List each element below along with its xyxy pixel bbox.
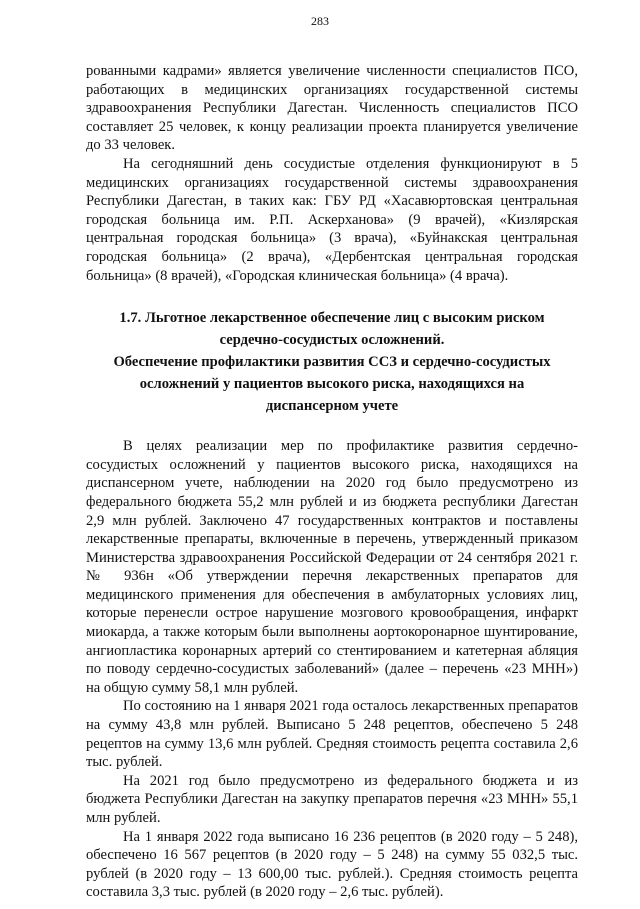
- section-heading-line: осложнений у пациентов высокого риска, находящихся на: [139, 376, 525, 393]
- paragraph-vascular-departments: На сегодняшний день сосудистые отделения функционируют в 5 медицинских организациях государственной системы здравоохранения Республики Дагестан, в таких как: ГБУ РД «Хасавюртовская центральная городская больница им. Р.П. Аскерханова» (9 врачей), «Кизлярская центральная городская больница» (3 врача), «Буйнакская центральная городская больница» (2 врача), «Дербентская центральная городская больница» (8 врачей), «Городская клиническая больница» (4 врача).: [86, 155, 578, 284]
- section-heading-line: диспансерном учете: [265, 398, 399, 415]
- paragraph-continuation: рованными кадрами» является увеличение численности специалистов ПСО, работающих в медицинских организациях государственной системы здравоохранения Республики Дагестан. Численность специалистов ПСО составляет 25 человек, к концу реализации проекта планируется увеличение до 33 человек.: [86, 63, 578, 154]
- paragraph-2021-budget: На 2021 год было предусмотрено из федерального бюджета и из бюджета Республики Дагестан на закупку препаратов перечня «23 МНН» 55,1 млн рублей.: [86, 772, 578, 826]
- spacer: [86, 417, 578, 437]
- section-heading-line: Обеспечение профилактики развития ССЗ и сердечно-сосудистых: [113, 354, 551, 371]
- paragraph-2021-status: По состоянию на 1 января 2021 года осталось лекарственных препаратов на сумму 43,8 млн рублей. Выписано 5 248 рецептов, обеспечено 5 248 рецептов на сумму 13,6 млн рублей. Средняя стоимость рецепта составила 2,6 тыс. рублей.: [86, 698, 578, 771]
- page-number: 283: [311, 14, 329, 28]
- section-heading: [86, 307, 578, 417]
- document-body: [86, 62, 578, 902]
- section-heading-line: 1.7. Льготное лекарственное обеспечение лиц с высоким риском: [119, 310, 545, 327]
- section-heading-line: сердечно-сосудистых осложнений.: [219, 332, 445, 349]
- paragraph-prevention-measures: В целях реализации мер по профилактике развития сердечно-сосудистых осложнений у пациентов высокого риска, находящихся на диспансерном учете, наблюдении на 2020 год было предусмотрено из федерального бюджета 55,2 млн рублей и из бюджета республики Дагестан 2,9 млн рублей. Заключено 47 государственных контрактов и поставлены лекарственные препараты, включенные в перечень, утвержденный приказом Министерства здравоохранения Российской Федерации от 24 сентября 2021 г. № 936н «Об утверждении перечня лекарственных препаратов для медицинского применения для обеспечения в амбулаторных условиях лиц, которые перенесли острое нарушение мозгового кровообращения, инфаркт миокарда, а также которым были выполнены аортокоронарное шунтирование, ангиопластика коронарных артерий со стентированием и катетерная абляция по поводу сердечно-сосудистых заболеваний» (далее – перечень «23 МНН») на общую сумму 58,1 млн рублей.: [86, 438, 578, 696]
- paragraph-2022-prescriptions: На 1 января 2022 года выписано 16 236 рецептов (в 2020 году – 5 248), обеспечено 16 567 рецептов (в 2020 году – 5 248) на сумму 55 032,5 тыс. рублей (в 2020 году – 13 600,00 тыс. рублей.). Средняя стоимость рецепта составила 3,3 тыс. рублей (в 2020 году – 2,6 тыс. рублей).: [86, 828, 578, 901]
